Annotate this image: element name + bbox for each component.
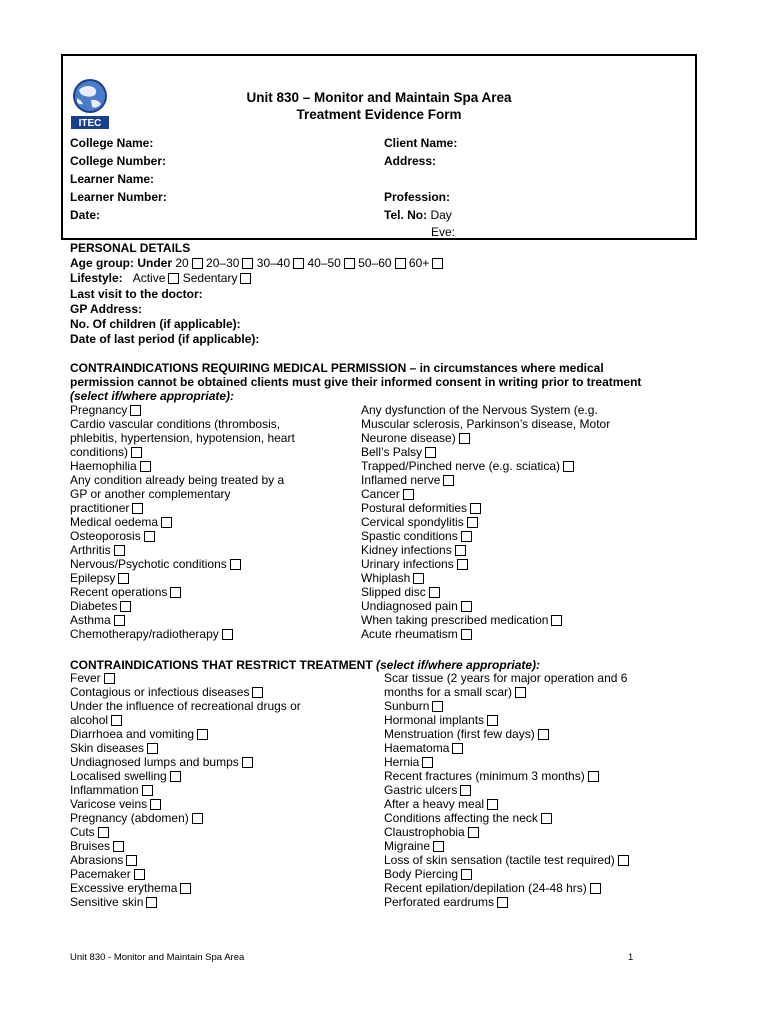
tel-day-label: Day [430,208,452,222]
checklist-item-label: Localised swelling [70,769,167,783]
last-period-label: Date of last period (if applicable): [70,332,260,346]
form-subtitle: Treatment Evidence Form [296,107,462,122]
checklist-item [70,699,370,727]
checklist-item [70,627,360,641]
checklist-item-label: Nervous/Psychotic conditions [70,557,227,571]
date-label: Date: [70,208,101,222]
checklist-item-label: Inflamed nerve [361,473,441,487]
medical-right-checkbox[interactable] [551,615,562,626]
lifestyle-label: Lifestyle: [70,271,123,285]
checklist-item-label: Gastric ulcers [384,783,458,797]
checklist-item-label: After a heavy meal [384,797,485,811]
checklist-item-label: Hernia [384,755,420,769]
restrict-left-checkbox[interactable] [111,715,122,726]
checklist-item-label: Kidney infections [361,543,452,557]
checklist-item [70,797,370,811]
checklist-item-label: Diabetes [70,599,118,613]
medical-left-checkbox[interactable] [130,405,141,416]
checklist-item [361,501,681,515]
personal-details-section [70,241,710,351]
checklist-item [70,613,360,627]
restrict-left-checkbox[interactable] [104,673,115,684]
restrict-right-checkbox[interactable] [461,869,472,880]
checklist-item [361,529,681,543]
college-number-label: College Number: [70,154,167,168]
checklist-item [70,571,360,585]
medical-right-checkbox[interactable] [563,461,574,472]
lifestyle-option: Sedentary [182,271,238,285]
checklist-item [384,769,684,783]
checklist-item-label: Osteoporosis [70,529,141,543]
checklist-item [70,839,370,853]
checklist-item-label: Conditions affecting the neck [384,811,538,825]
checklist-item-label: Cardio vascular conditions (thrombosis, phlebitis, hypertension, hypotension, heart conditions) [70,417,295,459]
college-name-label: College Name: [70,136,154,150]
restrict-right-checkbox[interactable] [452,743,463,754]
checklist-item [361,543,681,557]
medical-right-checkbox[interactable] [461,531,472,542]
checklist-item-label: Recent operations [70,585,168,599]
restrict-list [70,671,710,921]
restrict-right-checkbox[interactable] [422,757,433,768]
age-option: 20 [175,256,189,270]
checklist-item [70,585,360,599]
medical-left-checkbox[interactable] [114,615,125,626]
checklist-item-label: Any dysfunction of the Nervous System (e.g. Muscular sclerosis, Parkinson’s disease, Motor Neurone disease) [361,403,611,445]
checklist-item [361,459,681,473]
checklist-item [70,769,370,783]
checklist-item-label: Epilepsy [70,571,116,585]
tel-eve-row [431,225,455,239]
learner-number-label: Learner Number: [70,190,167,204]
lifestyle-row [70,271,251,285]
medical-left-checkbox[interactable] [161,517,172,528]
form-title: Unit 830 – Monitor and Maintain Spa Area [246,90,512,105]
tel-label: Tel. No: [384,208,428,222]
age-option: 60+ [408,256,430,270]
checklist-item [70,459,360,473]
medical-right-checkbox[interactable] [470,503,481,514]
checklist-item [70,853,370,867]
footer-unit-text: Unit 830 - Monitor and Maintain Spa Area [70,952,245,963]
restrict-right-checkbox[interactable] [487,799,498,810]
checklist-item-label: Asthma [70,613,111,627]
restrict-left-checkbox[interactable] [113,841,124,852]
restrict-heading-note: (select if/where appropriate): [376,658,541,672]
checklist-item-label: Scar tissue (2 years for major operation and 6 months for a small scar) [384,671,628,699]
checklist-item [384,797,684,811]
medical-heading-text: CONTRAINDICATIONS REQUIRING MEDICAL PERMISSION – in circumstances where medical permission cannot be obtained clients must give their informed consent in writing prior to treatment [70,361,642,389]
restrict-right-checkbox[interactable] [432,701,443,712]
restrict-right-checkbox[interactable] [468,827,479,838]
checklist-item [70,881,370,895]
medical-left-checkbox[interactable] [170,587,181,598]
checklist-item-label: Postural deformities [361,501,468,515]
restrict-heading-text: CONTRAINDICATIONS THAT RESTRICT TREATMENT [70,658,373,672]
checklist-item-label: Perforated eardrums [384,895,495,909]
checklist-item [70,825,370,839]
restrict-left-checkbox[interactable] [147,743,158,754]
checklist-item [70,473,360,515]
logo-text: ITEC [78,118,102,129]
client-name-label: Client Name: [384,136,458,150]
restrict-left-checkbox[interactable] [180,883,191,894]
age-option: 50–60 [358,256,392,270]
checklist-item [384,741,684,755]
medical-right-checkbox[interactable] [403,489,414,500]
medical-right-checkbox[interactable] [459,433,470,444]
last-visit-label: Last visit to the doctor: [70,287,203,301]
age-30-40-checkbox[interactable] [293,258,304,269]
checklist-item [361,473,681,487]
restrict-left-checkbox[interactable] [134,869,145,880]
medical-permission-heading [70,361,660,403]
checklist-item [384,713,684,727]
checklist-item-label: Contagious or infectious diseases [70,685,250,699]
checklist-item-label: Diarrhoea and vomiting [70,727,195,741]
medical-left-checkbox[interactable] [120,601,131,612]
checklist-item-label: Sunburn [384,699,430,713]
restrict-left-column [70,671,370,909]
checklist-item-label: Arthritis [70,543,111,557]
checklist-item [361,613,681,627]
medical-left-checkbox[interactable] [222,629,233,640]
restrict-left-checkbox[interactable] [197,729,208,740]
medical-left-checkbox[interactable] [114,545,125,556]
checklist-item [70,671,370,685]
learner-name-label: Learner Name: [70,172,155,186]
checklist-item-label: Undiagnosed pain [361,599,458,613]
checklist-item-label: Chemotherapy/radiotherapy [70,627,219,641]
restrict-right-checkbox[interactable] [618,855,629,866]
header-box [61,54,697,240]
checklist-item [384,699,684,713]
checklist-item-label: Varicose veins [70,797,148,811]
checklist-item [70,783,370,797]
lifestyle-option: Active [132,271,166,285]
checklist-item [384,839,684,853]
restrict-right-checkbox[interactable] [538,729,549,740]
checklist-item [384,727,684,741]
checklist-item [361,557,681,571]
restrict-left-checkbox[interactable] [98,827,109,838]
checklist-item [361,599,681,613]
age-under20-checkbox[interactable] [192,258,203,269]
checklist-item-label: Cuts [70,825,95,839]
checklist-item-label: Fever [70,671,101,685]
restrict-left-checkbox[interactable] [150,799,161,810]
checklist-item [384,811,684,825]
checklist-item-label: Inflammation [70,783,139,797]
checklist-item-label: Migraine [384,839,431,853]
personal-details-heading: PERSONAL DETAILS [70,241,191,255]
checklist-item [70,529,360,543]
checklist-item-label: Recent epilation/depilation (24-48 hrs) [384,881,587,895]
checklist-item [70,867,370,881]
checklist-item-label: Abrasions [70,853,124,867]
checklist-item-label: Pregnancy (abdomen) [70,811,189,825]
checklist-item-label: Loss of skin sensation (tactile test required) [384,853,615,867]
restrict-right-checkbox[interactable] [588,771,599,782]
checklist-item [70,895,370,909]
medical-left-checkbox[interactable] [131,447,142,458]
medical-right-column [361,403,681,641]
medical-left-checkbox[interactable] [140,461,151,472]
checklist-item-label: Spastic conditions [361,529,458,543]
checklist-item [361,445,681,459]
restrict-right-checkbox[interactable] [497,897,508,908]
medical-right-checkbox[interactable] [443,475,454,486]
checklist-item-label: Recent fractures (minimum 3 months) [384,769,585,783]
age-option: 20–30 [206,256,240,270]
medical-permission-list [70,403,710,643]
checklist-item [70,417,360,459]
checklist-item [384,825,684,839]
medical-right-checkbox[interactable] [461,629,472,640]
checklist-item-label: Cervical spondylitis [361,515,464,529]
restrict-left-checkbox[interactable] [142,785,153,796]
checklist-item-label: Bell’s Palsy [361,445,423,459]
tel-eve-label: Eve: [431,225,456,239]
checklist-item [361,515,681,529]
checklist-item-label: Medical oedema [70,515,159,529]
medical-right-checkbox[interactable] [425,447,436,458]
checklist-item-label: Claustrophobia [384,825,465,839]
checklist-item-label: Pacemaker [70,867,131,881]
checklist-item [70,685,370,699]
age-option: 40–50 [307,256,341,270]
restrict-right-checkbox[interactable] [515,687,526,698]
lifestyle-sedentary-checkbox[interactable] [240,273,251,284]
checklist-item [384,867,684,881]
medical-right-checkbox[interactable] [467,517,478,528]
medical-left-checkbox[interactable] [118,573,129,584]
checklist-item-label: Hormonal implants [384,713,485,727]
checklist-item-label: Urinary infections [361,557,454,571]
restrict-right-checkbox[interactable] [541,813,552,824]
checklist-item-label: Trapped/Pinched nerve (e.g. sciatica) [361,459,560,473]
checklist-item [70,403,360,417]
medical-right-checkbox[interactable] [413,573,424,584]
restrict-left-checkbox[interactable] [146,897,157,908]
checklist-item [384,853,684,867]
checklist-item-label: Sensitive skin [70,895,144,909]
checklist-item [70,515,360,529]
address-label: Address: [384,154,437,168]
checklist-item [384,783,684,797]
checklist-item-label: Acute rheumatism [361,627,458,641]
checklist-item-label: Whiplash [361,571,411,585]
checklist-item-label: Undiagnosed lumps and bumps [70,755,239,769]
checklist-item [384,755,684,769]
checklist-item-label: Haematoma [384,741,450,755]
age-60plus-checkbox[interactable] [432,258,443,269]
checklist-item-label: Haemophilia [70,459,137,473]
children-label: No. Of children (if applicable): [70,317,241,331]
checklist-item [70,727,370,741]
age-option: 30–40 [256,256,291,270]
checklist-item [361,487,681,501]
checklist-item [70,741,370,755]
restrict-right-checkbox[interactable] [460,785,471,796]
medical-left-column [70,403,360,641]
restrict-right-checkbox[interactable] [487,715,498,726]
checklist-item-label: Cancer [361,487,400,501]
medical-left-checkbox[interactable] [230,559,241,570]
checklist-item-label: Skin diseases [70,741,145,755]
checklist-item [361,627,681,641]
medical-left-checkbox[interactable] [144,531,155,542]
restrict-left-checkbox[interactable] [126,855,137,866]
restrict-right-checkbox[interactable] [433,841,444,852]
medical-right-checkbox[interactable] [455,545,466,556]
age-group-row [70,256,443,270]
gp-address-label: GP Address: [70,302,143,316]
medical-left-checkbox[interactable] [132,503,143,514]
tel-row [384,208,452,222]
lifestyle-active-checkbox[interactable] [168,273,179,284]
restrict-left-checkbox[interactable] [170,771,181,782]
age-50-60-checkbox[interactable] [395,258,406,269]
checklist-item [361,403,681,445]
restrict-heading [70,658,690,672]
checklist-item-label: Any condition already being treated by a GP or another complementary practitioner [70,473,285,515]
checklist-item-label: Under the influence of recreational drugs or alcohol [70,699,301,727]
checklist-item [70,599,360,613]
checklist-item-label: Excessive erythema [70,881,178,895]
checklist-item-label: Pregnancy [70,403,128,417]
checklist-item [384,895,684,909]
checklist-item [384,671,684,699]
checklist-item-label: Menstruation (first few days) [384,727,535,741]
checklist-item [70,543,360,557]
profession-label: Profession: [384,190,451,204]
restrict-left-checkbox[interactable] [242,757,253,768]
medical-heading-note: (select if/where appropriate): [70,389,235,403]
checklist-item [70,755,370,769]
checklist-item-label: When taking prescribed medication [361,613,549,627]
checklist-item [361,571,681,585]
checklist-item [70,811,370,825]
restrict-right-column [384,671,684,909]
checklist-item [384,881,684,895]
checklist-item-label: Slipped disc [361,585,426,599]
footer-page-number: 1 [628,952,634,963]
restrict-left-checkbox[interactable] [252,687,263,698]
restrict-left-checkbox[interactable] [192,813,203,824]
medical-right-checkbox[interactable] [457,559,468,570]
age-20-30-checkbox[interactable] [242,258,253,269]
medical-right-checkbox[interactable] [429,587,440,598]
age-group-label: Age group: Under [70,256,172,270]
checklist-item [361,585,681,599]
checklist-item [70,557,360,571]
restrict-right-checkbox[interactable] [590,883,601,894]
medical-right-checkbox[interactable] [461,601,472,612]
checklist-item-label: Body Piercing [384,867,459,881]
age-40-50-checkbox[interactable] [344,258,355,269]
checklist-item-label: Bruises [70,839,111,853]
